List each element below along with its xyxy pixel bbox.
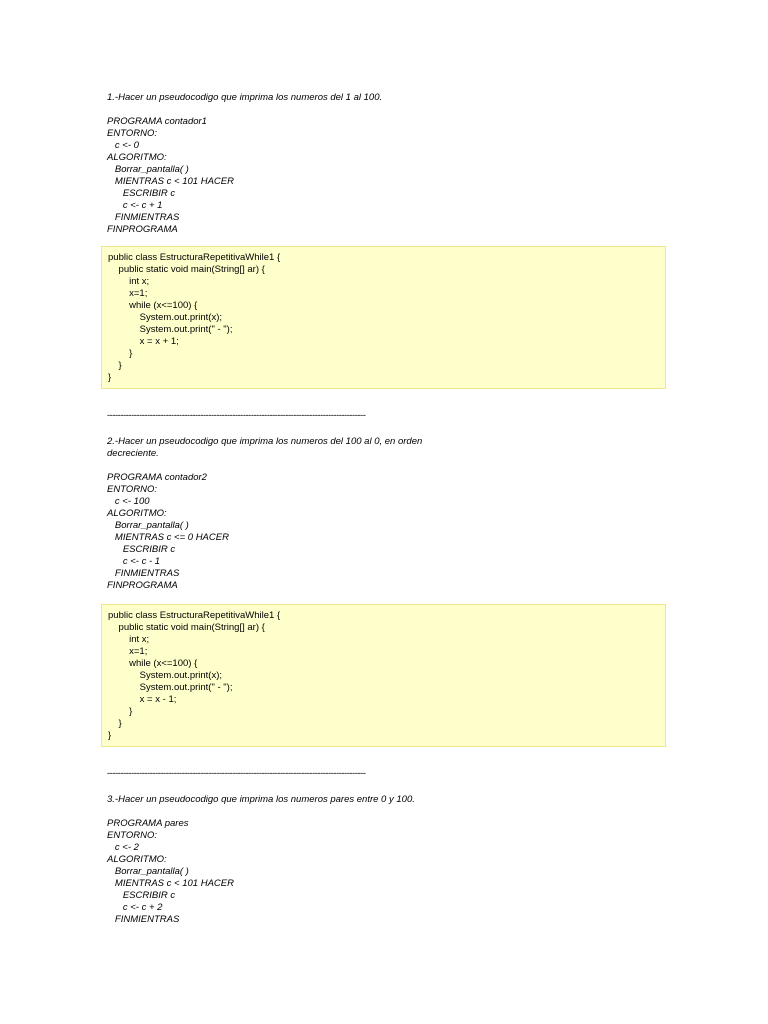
pseudocode-line: Borrar_pantalla( ) <box>107 164 189 175</box>
pseudocode-line: FINMIENTRAS <box>107 914 180 925</box>
code-line: } <box>108 730 112 741</box>
pseudocode-line: c <- 0 <box>107 140 139 151</box>
pseudocode-line: FINPROGRAMA <box>107 580 178 591</box>
code-line: x = x + 1; <box>108 336 179 347</box>
pseudocode-line: c <- c + 2 <box>107 902 163 913</box>
code-line: public static void main(String[] ar) { <box>108 264 265 275</box>
exercise-3-title: 3.-Hacer un pseudocodigo que imprima los numeros pares entre 0 y 100. <box>107 794 415 805</box>
code-line: } <box>108 348 133 359</box>
pseudocode-line: MIENTRAS c <= 0 HACER <box>107 532 229 543</box>
code-block-2 <box>101 604 666 747</box>
pseudocode-line: PROGRAMA pares <box>107 818 189 829</box>
pseudocode-line: ENTORNO: <box>107 830 157 841</box>
code-line: public class EstructuraRepetitivaWhile1 { <box>108 610 281 621</box>
code-line: System.out.print(x); <box>108 670 223 681</box>
exercise-1 <box>107 92 667 236</box>
pseudocode-line: Borrar_pantalla( ) <box>107 866 189 877</box>
exercise-2 <box>107 436 667 592</box>
code-line: int x; <box>108 634 150 645</box>
code-block-1 <box>101 246 666 389</box>
pseudocode-line: ESCRIBIR c <box>107 544 176 555</box>
exercise-3 <box>107 794 667 926</box>
pseudocode-line: PROGRAMA contador2 <box>107 472 207 483</box>
pseudocode-line: FINMIENTRAS <box>107 568 180 579</box>
pseudocode-line: FINMIENTRAS <box>107 212 180 223</box>
pseudocode-line: ALGORITMO: <box>107 508 167 519</box>
pseudocode-line: c <- c + 1 <box>107 200 163 211</box>
code-line: x=1; <box>108 646 148 657</box>
divider-1: ------------------------------------------------------------------------------------------------- <box>107 410 366 421</box>
code-line: public class EstructuraRepetitivaWhile1 { <box>108 252 281 263</box>
pseudocode-line: PROGRAMA contador1 <box>107 116 207 127</box>
pseudocode-line: c <- 100 <box>107 496 150 507</box>
pseudocode-line: ALGORITMO: <box>107 152 167 163</box>
code-line: x=1; <box>108 288 148 299</box>
code-line: } <box>108 372 112 383</box>
code-line: while (x<=100) { <box>108 658 198 669</box>
pseudocode-line: Borrar_pantalla( ) <box>107 520 189 531</box>
pseudocode-line: c <- 2 <box>107 842 139 853</box>
code-line: while (x<=100) { <box>108 300 198 311</box>
exercise-2-title: 2.-Hacer un pseudocodigo que imprima los numeros del 100 al 0, en orden <box>107 436 423 447</box>
pseudocode-line: ENTORNO: <box>107 128 157 139</box>
code-line: System.out.print(" - "); <box>108 682 233 693</box>
code-line: } <box>108 718 122 729</box>
exercise-2-title-cont: decreciente. <box>107 448 159 459</box>
code-line: } <box>108 706 133 717</box>
pseudocode-line: ESCRIBIR c <box>107 188 176 199</box>
code-line: System.out.print(x); <box>108 312 223 323</box>
code-line: public static void main(String[] ar) { <box>108 622 265 633</box>
pseudocode-line: FINPROGRAMA <box>107 224 178 235</box>
pseudocode-line: MIENTRAS c < 101 HACER <box>107 176 234 187</box>
pseudocode-line: ALGORITMO: <box>107 854 167 865</box>
code-line: System.out.print(" - "); <box>108 324 233 335</box>
pseudocode-line: ESCRIBIR c <box>107 890 176 901</box>
pseudocode-line: ENTORNO: <box>107 484 157 495</box>
pseudocode-line: c <- c - 1 <box>107 556 161 567</box>
code-line: } <box>108 360 122 371</box>
code-line: int x; <box>108 276 150 287</box>
exercise-1-title: 1.-Hacer un pseudocodigo que imprima los numeros del 1 al 100. <box>107 92 383 103</box>
divider-2: ------------------------------------------------------------------------------------------------- <box>107 768 366 779</box>
pseudocode-line: MIENTRAS c < 101 HACER <box>107 878 234 889</box>
code-line: x = x - 1; <box>108 694 177 705</box>
